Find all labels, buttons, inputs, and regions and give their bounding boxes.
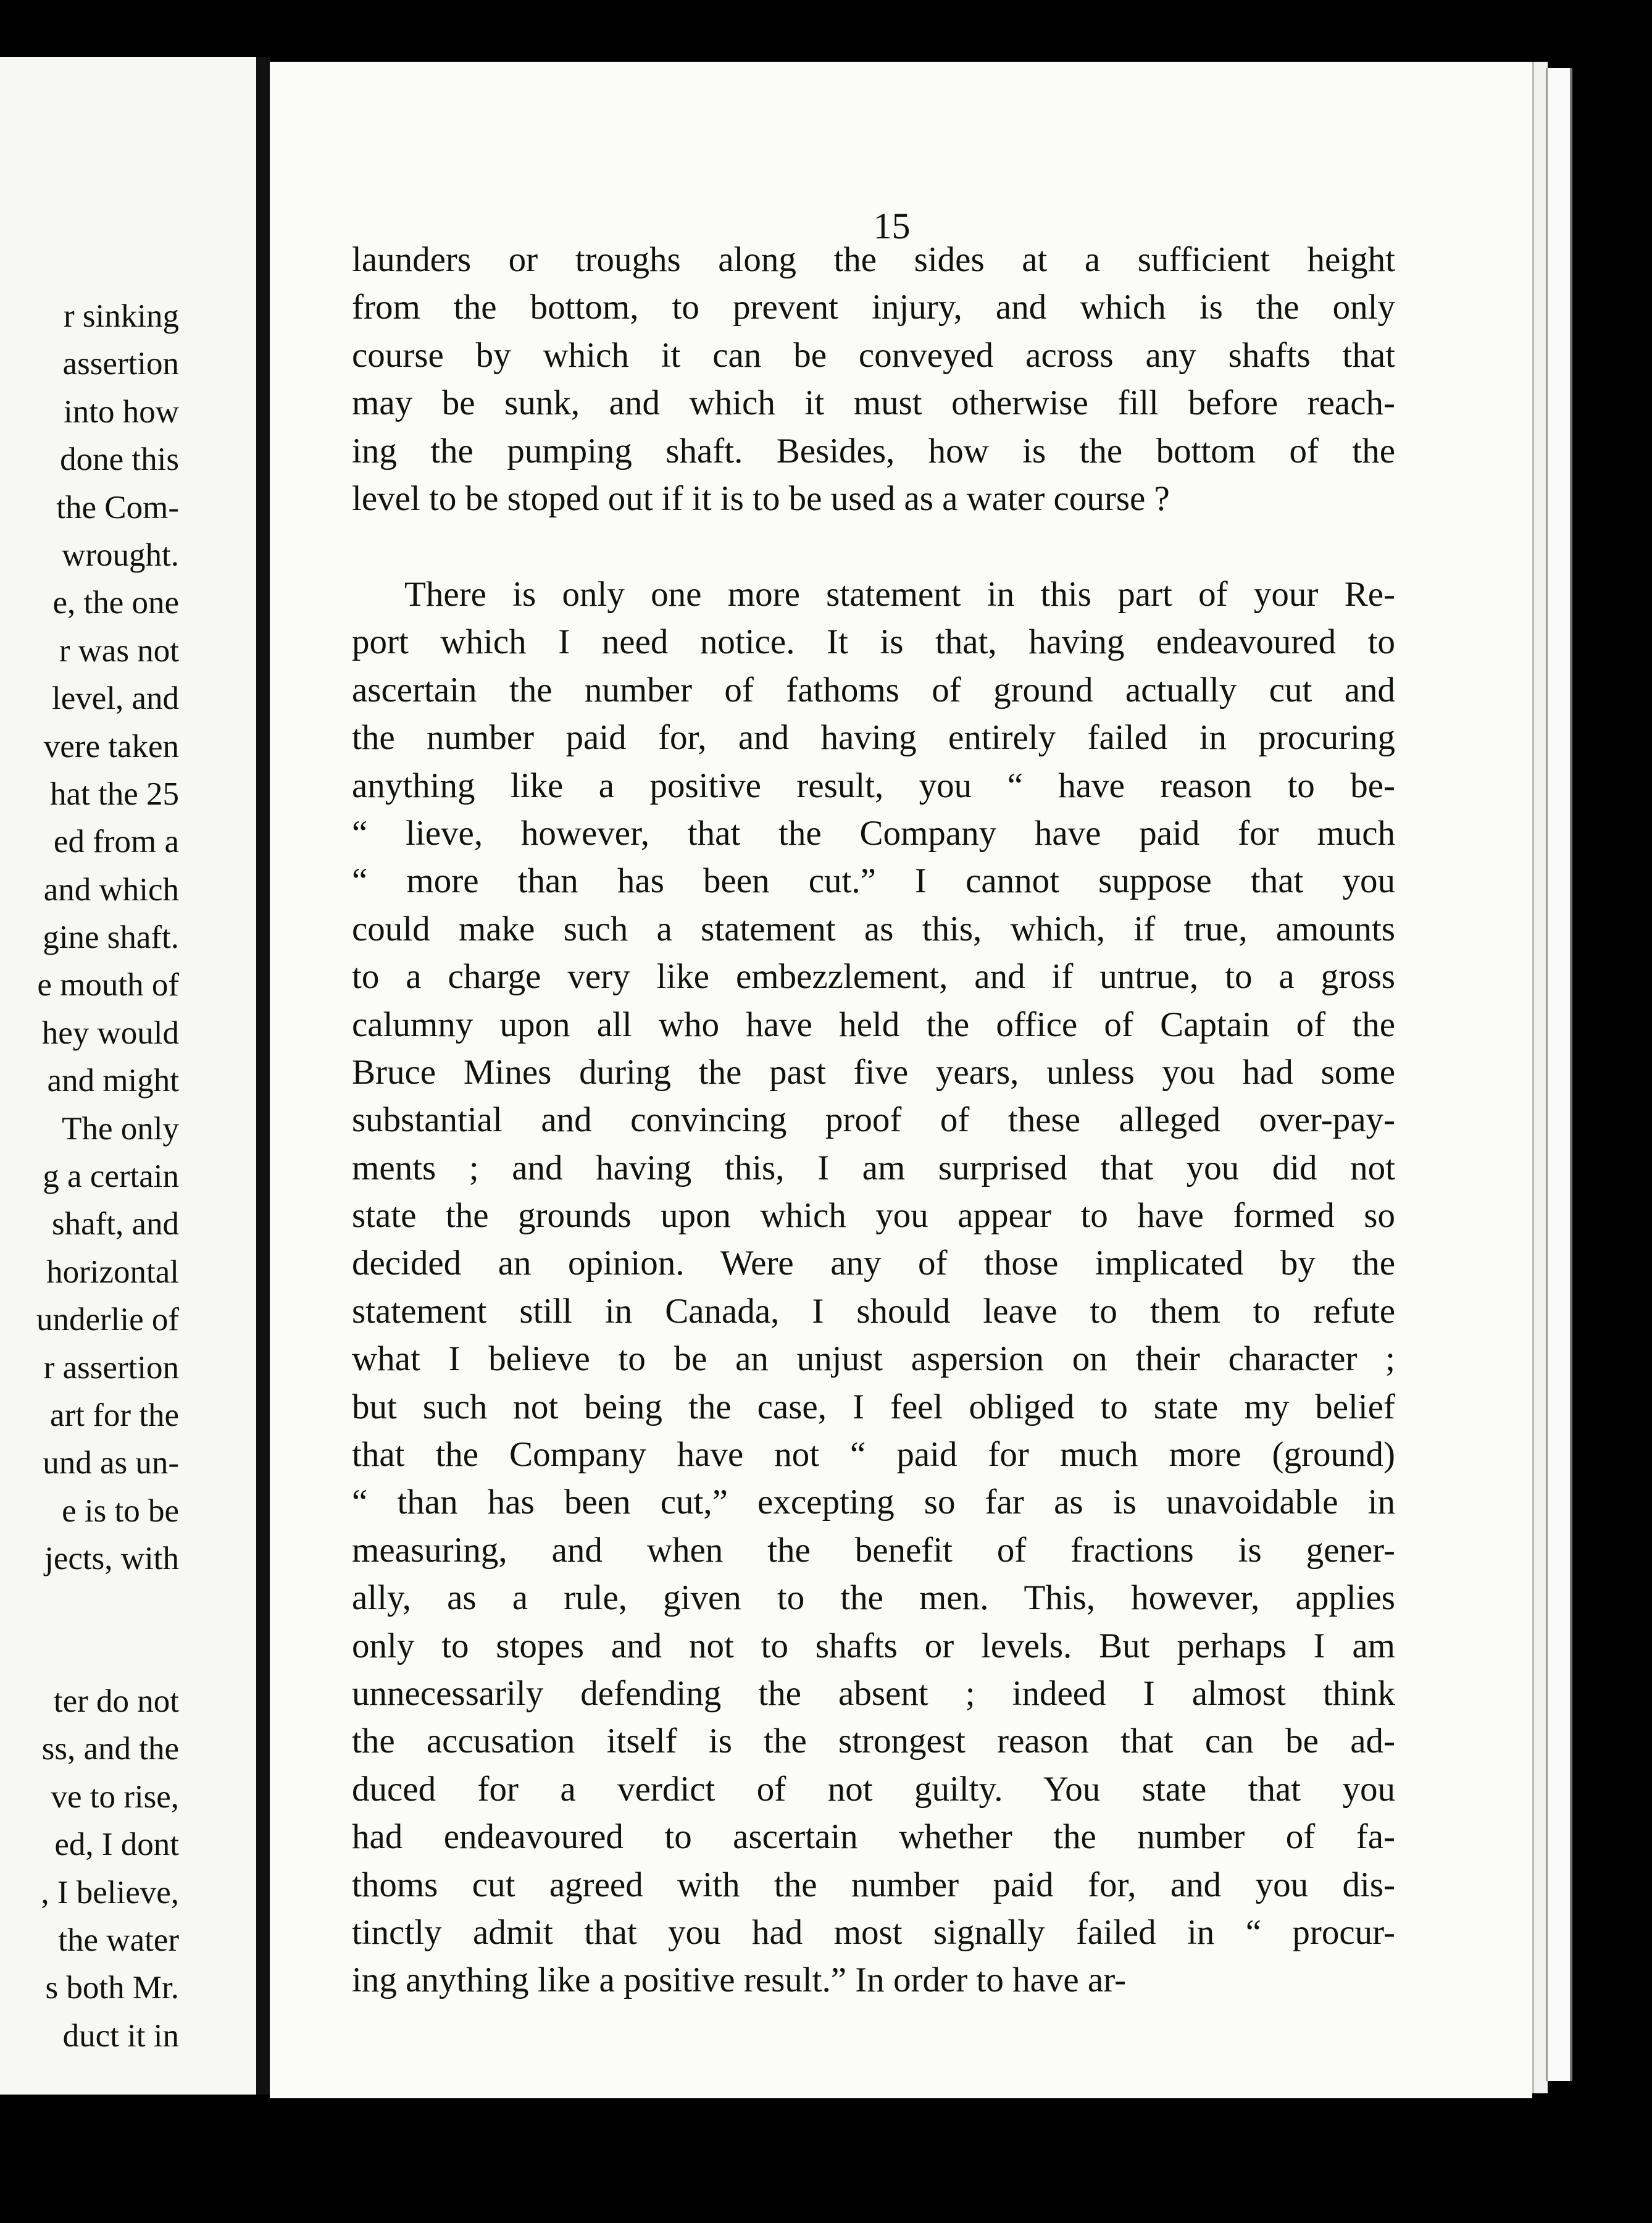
- fragment-line: ter do not: [53, 1683, 179, 1719]
- fragment-line: hey would: [41, 1015, 179, 1051]
- fragment-line: , I believe,: [41, 1874, 179, 1911]
- text-line: ascertain the number of fathoms of ground actually cut and: [352, 670, 1395, 710]
- fragment-line: r sinking: [64, 298, 179, 334]
- previous-page-fragment: [0, 57, 262, 2095]
- fragment-line: r was not: [59, 632, 179, 669]
- text-line: state the grounds upon which you appear to have formed so: [352, 1196, 1395, 1236]
- text-line: level to be stoped out if it is to be used as a water course ?: [352, 479, 1170, 518]
- text-line: There is only one more statement in this part of your Re-: [404, 575, 1395, 614]
- fragment-line: s both Mr.: [45, 1970, 179, 2006]
- fragment-line: vere taken: [43, 728, 179, 764]
- fragment-line: ss, and the: [41, 1731, 179, 1767]
- fragment-line: ve to rise,: [51, 1778, 179, 1815]
- text-line: what I believe to be an unjust aspersion on their character ;: [352, 1339, 1395, 1379]
- paragraph-2: [352, 571, 1395, 2004]
- fragment-line: art for the: [50, 1397, 179, 1433]
- fragment-line: the Com-: [56, 489, 179, 525]
- text-line: duced for a verdict of not guilty. You state that you: [352, 1769, 1395, 1809]
- fragment-line: g a certain: [43, 1158, 179, 1195]
- fragment-line: und as un-: [43, 1445, 179, 1481]
- text-line: unnecessarily defending the absent ; indeed I almost think: [352, 1673, 1395, 1713]
- paragraph-1: [352, 236, 1395, 522]
- previous-page-text-top: [0, 293, 262, 1583]
- text-line: “ than has been cut,” excepting so far as is unavoidable in: [352, 1483, 1395, 1522]
- text-line: measuring, and when the benefit of fractions is gener-: [352, 1530, 1395, 1570]
- fragment-line: The only: [62, 1110, 179, 1147]
- fragment-line: assertion: [62, 346, 179, 382]
- text-line: that the Company have not “ paid for much more (ground): [352, 1435, 1395, 1475]
- fragment-line: wrought.: [62, 537, 179, 573]
- text-line: decided an opinion. Were any of those implicated by the: [352, 1244, 1395, 1283]
- text-line: Bruce Mines during the past five years, unless you had some: [352, 1052, 1395, 1092]
- text-line: “ lieve, however, that the Company have paid for much: [352, 813, 1395, 853]
- text-line: anything like a positive result, you “ have reason to be-: [352, 766, 1395, 805]
- fragment-line: r assertion: [43, 1349, 179, 1386]
- fragment-line: shaft, and: [51, 1206, 179, 1242]
- text-line: may be sunk, and which it must otherwise fill before reach-: [352, 383, 1395, 423]
- text-line: only to stopes and not to shafts or levels. But perhaps I am: [352, 1626, 1395, 1665]
- text-line: substantial and convincing proof of these alleged over-pay-: [352, 1100, 1395, 1140]
- fragment-line: e mouth of: [37, 967, 179, 1003]
- fragment-line: jects, with: [44, 1541, 179, 1577]
- fragment-line: done this: [60, 442, 179, 478]
- fragment-line: ed, I dont: [54, 1827, 179, 1863]
- text-line: course by which it can be conveyed across any shafts that: [352, 335, 1395, 375]
- book-gutter: [256, 57, 270, 2095]
- text-line: ing anything like a positive result.” In order to have ar-: [352, 1961, 1127, 2000]
- text-line: “ more than has been cut.” I cannot suppose that you: [352, 861, 1395, 901]
- text-line: ments ; and having this, I am surprised that you did not: [352, 1148, 1395, 1187]
- page-number: 15: [873, 206, 911, 246]
- fragment-line: e, the one: [52, 585, 179, 621]
- text-line: port which I need notice. It is that, having endeavoured to: [352, 622, 1395, 662]
- page-edge-outer: [1546, 68, 1572, 2081]
- text-line: the accusation itself is the strongest reason that can be ad-: [352, 1722, 1395, 1761]
- fragment-line: duct it in: [62, 2017, 179, 2054]
- text-line: ing the pumping shaft. Besides, how is the bottom of the: [352, 431, 1395, 471]
- fragment-line: e is to be: [62, 1492, 179, 1529]
- text-line: could make such a statement as this, which, if true, amounts: [352, 909, 1395, 948]
- fragment-line: into how: [64, 393, 179, 430]
- fragment-line: and might: [47, 1063, 179, 1099]
- text-line: statement still in Canada, I should leave to them to refute: [352, 1291, 1395, 1331]
- text-line: but such not being the case, I feel obliged to state my belief: [352, 1387, 1395, 1426]
- text-line: from the bottom, to prevent injury, and which is the only: [352, 288, 1395, 327]
- text-line: ally, as a rule, given to the men. This, however, applies: [352, 1578, 1395, 1618]
- text-line: thoms cut agreed with the number paid for, and you dis-: [352, 1865, 1395, 1904]
- previous-page-text-bottom: [0, 1678, 262, 2060]
- fragment-line: hat the 25: [50, 776, 179, 812]
- text-line: calumny upon all who have held the office of Captain of the: [352, 1005, 1395, 1044]
- fragment-line: the water: [58, 1922, 179, 1958]
- text-line: the number paid for, and having entirely failed in procuring: [352, 718, 1395, 758]
- fragment-line: underlie of: [36, 1302, 179, 1338]
- text-line: tinctly admit that you had most signally failed in “ procur-: [352, 1912, 1395, 1952]
- text-line: launders or troughs along the sides at a sufficient height: [352, 240, 1395, 279]
- fragment-line: and which: [43, 871, 179, 908]
- fragment-line: horizontal: [46, 1254, 179, 1290]
- text-line: to a charge very like embezzlement, and if untrue, to a gross: [352, 957, 1395, 997]
- fragment-line: level, and: [51, 680, 179, 717]
- text-line: had endeavoured to ascertain whether the number of fa-: [352, 1817, 1395, 1857]
- fragment-line: gine shaft.: [43, 919, 179, 956]
- fragment-line: ed from a: [53, 824, 179, 860]
